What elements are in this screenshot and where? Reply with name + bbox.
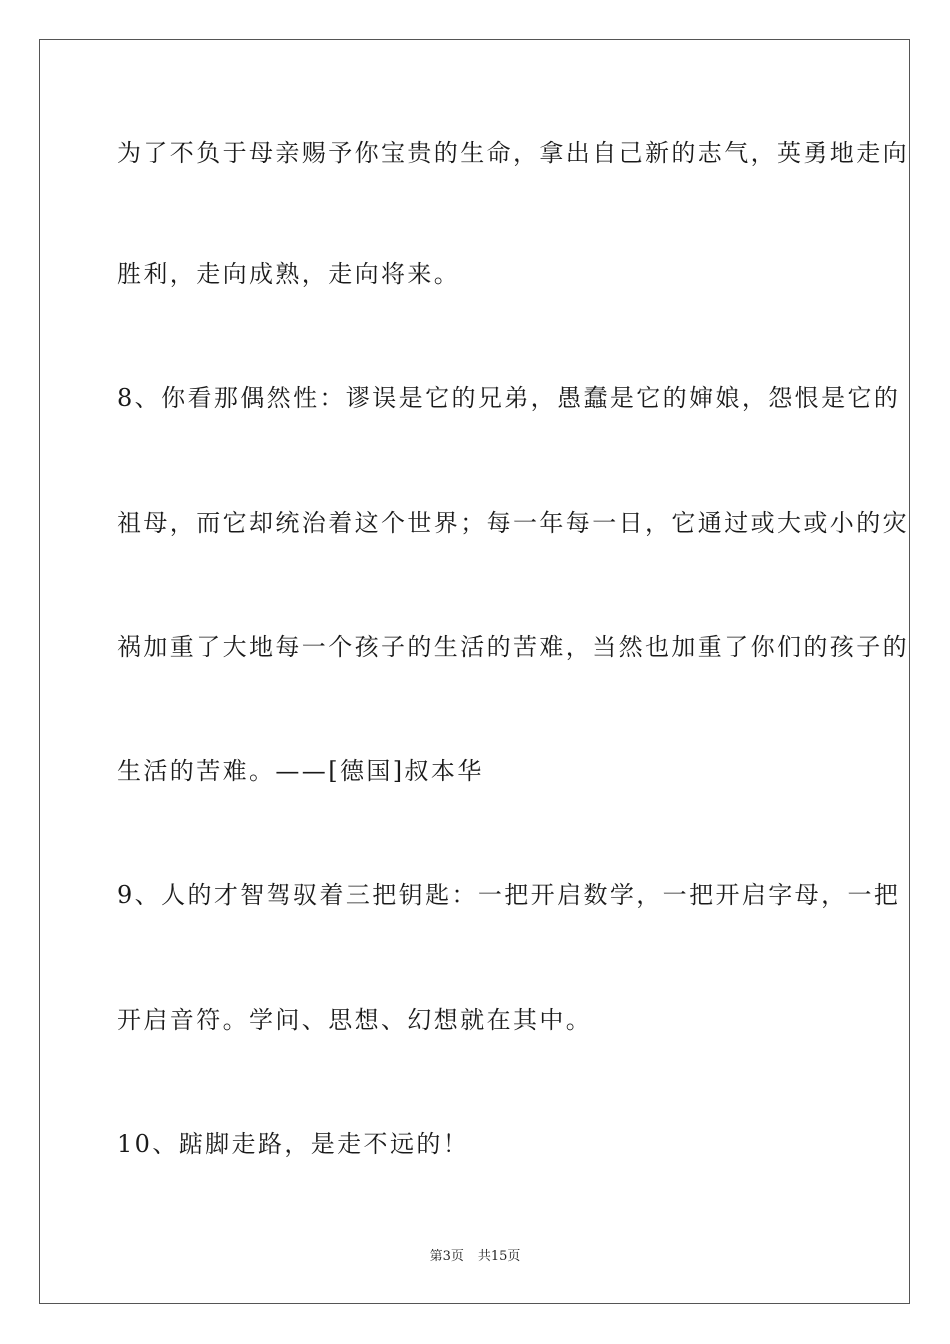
paragraph-line: 生活的苦难。——[德国]叔本华 (117, 757, 484, 785)
page-number: 第3页 (429, 1249, 464, 1264)
page-border (39, 39, 910, 1304)
paragraph-line: 9、人的才智驾驭着三把钥匙：一把开启数学，一把开启字母，一把 (117, 881, 901, 909)
paragraph-line: 祸加重了大地每一个孩子的生活的苦难，当然也加重了你们的孩子的 (117, 633, 909, 661)
page-total: 共15页 (477, 1249, 521, 1264)
paragraph-line: 10、踮脚走路，是走不远的！ (117, 1130, 470, 1158)
page-footer (0, 1248, 950, 1266)
paragraph-line: 祖母，而它却统治着这个世界；每一年每一日，它通过或大或小的灾 (117, 509, 909, 537)
paragraph-line: 8、你看那偶然性：谬误是它的兄弟，愚蠢是它的婶娘，怨恨是它的 (117, 384, 901, 412)
paragraph-line: 为了不负于母亲赐予你宝贵的生命，拿出自己新的志气，英勇地走向 (117, 139, 909, 167)
paragraph-line: 开启音符。学问、思想、幻想就在其中。 (117, 1006, 593, 1034)
paragraph-line: 胜利，走向成熟，走向将来。 (117, 260, 461, 288)
